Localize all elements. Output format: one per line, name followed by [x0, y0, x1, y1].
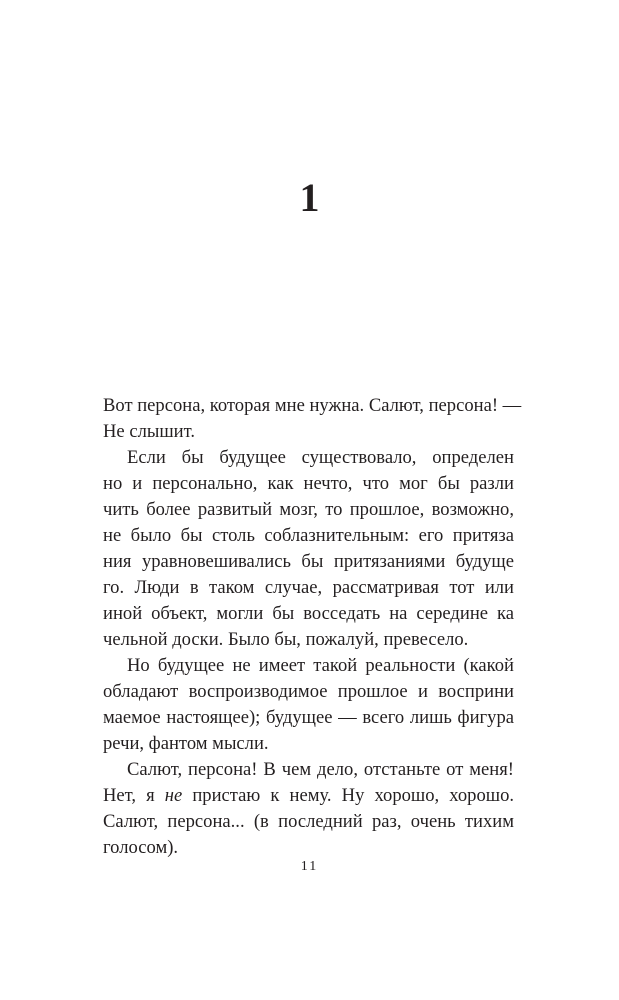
text-line: Но будущее не имеет такой реальности (какой [127, 655, 514, 676]
text-line [103, 783, 514, 809]
word: нему. [289, 785, 332, 806]
body-text [103, 393, 522, 861]
text-line: не было бы столь соблазнительным: его притяза [103, 525, 514, 546]
text-line: чить более развитый мозг, то прошлое, возможно, [103, 499, 514, 520]
page-number: 11 [300, 859, 319, 874]
text-line: голосом). [103, 837, 179, 858]
word: Нет, [103, 785, 137, 806]
text-line: Салют, персона... (в последний раз, очень тихим [103, 811, 514, 832]
word: я [146, 785, 155, 806]
word: пристаю [192, 785, 261, 806]
text-line: речи, фантом мысли. [103, 733, 269, 754]
word: к [270, 785, 280, 806]
text-line: иной объект, могли бы восседать на середине ка [103, 603, 514, 624]
text-line: Вот персона, которая мне нужна. Салют, персона! — [103, 395, 522, 416]
text-line: обладают воспроизводимое прошлое и восприни [103, 681, 514, 702]
emphasized-word: не [164, 785, 183, 806]
text-line: го. Люди в таком случае, рассматривая тот или [103, 577, 514, 598]
text-line: Салют, персона! В чем дело, отстаньте от меня! [127, 759, 514, 780]
text-line: но и персонально, как нечто, что мог бы разли [103, 473, 514, 494]
text-line: Если бы будущее существовало, определен [127, 447, 514, 468]
word: хорошо. [449, 785, 515, 806]
word: хорошо, [374, 785, 440, 806]
text-line: чельной доски. Было бы, пожалуй, превесело. [103, 629, 469, 650]
text-line: маемое настоящее); будущее — всего лишь фигура [103, 707, 514, 728]
word: Ну [341, 785, 365, 806]
text-line: Не слышит. [103, 421, 195, 442]
chapter-number: 1 [299, 175, 320, 220]
text-line: ния уравновешивались бы притязаниями будуще [103, 551, 514, 572]
